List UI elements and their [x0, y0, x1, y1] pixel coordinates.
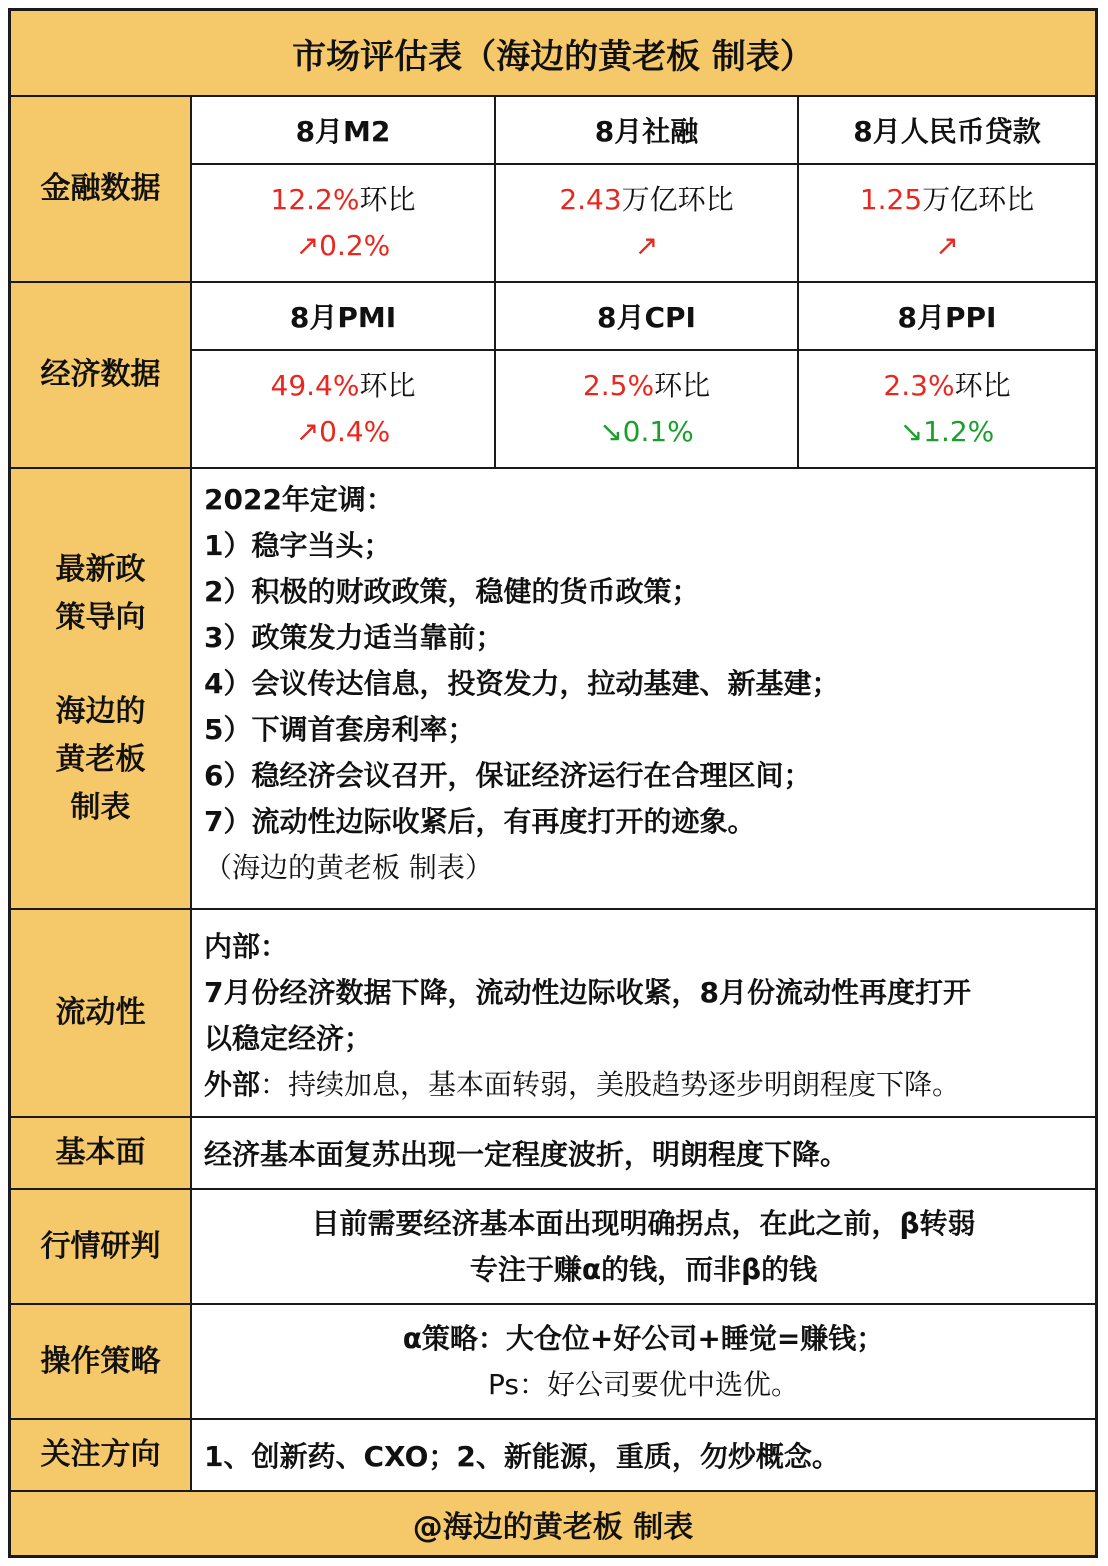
ppi-trend: ↘1.2% [899, 415, 995, 448]
pmi-value-cell: 49.4%环比 ↗0.4% [192, 351, 496, 467]
market-label: 行情研判 [11, 1190, 192, 1303]
policy-item: 3）政策发力适当靠前； [204, 621, 504, 654]
ppi-header: 8月PPI [799, 283, 1095, 351]
external-line: 外部：持续加息，基本面转弱，美股趋势逐步明朗程度下降。 [204, 1068, 961, 1101]
rmb-loan-trend: ↗ [935, 229, 959, 262]
table-title: 市场评估表（海边的黄老板 制表） [11, 11, 1095, 97]
market-assessment-table [8, 8, 1098, 1558]
rmb-loan-header: 8月人民币贷款 [799, 97, 1095, 165]
pmi-value: 49.4% [270, 369, 360, 402]
policy-note: （海边的黄老板 制表） [204, 851, 493, 884]
market-line-1: 目前需要经济基本面出现明确拐点，在此之前，β转弱 [311, 1206, 976, 1240]
finance-label: 金融数据 [11, 97, 192, 281]
fundamentals-label: 基本面 [11, 1118, 192, 1188]
policy-item: 4）会议传达信息，投资发力，拉动基建、新基建； [204, 667, 840, 700]
policy-heading: 2022年定调： [204, 483, 394, 516]
m2-value: 12.2% [270, 183, 360, 216]
policy-row [11, 469, 1095, 910]
cpi-trend: ↘0.1% [599, 415, 694, 448]
focus-label: 关注方向 [11, 1420, 192, 1490]
strategy-row [11, 1305, 1095, 1420]
economy-label: 经济数据 [11, 283, 192, 467]
pmi-header: 8月PMI [192, 283, 496, 351]
social-financing-value-cell: 2.43万亿环比 ↗ [496, 165, 799, 281]
policy-item: 6）稳经济会议召开，保证经济运行在合理区间； [204, 759, 812, 792]
policy-label: 最新政 策导向 海边的 黄老板 制表 [11, 469, 192, 908]
pmi-trend: ↗0.4% [295, 415, 391, 448]
strategy-line-1: α策略：大仓位+好公司+睡觉=赚钱； [402, 1321, 885, 1355]
liquidity-label: 流动性 [11, 910, 192, 1116]
m2-value-cell: 12.2%环比 ↗0.2% [192, 165, 496, 281]
focus-text: 1、创新药、CXO；2、新能源，重质，勿炒概念。 [204, 1440, 840, 1473]
ppi-value-cell: 2.3%环比 ↘1.2% [799, 351, 1095, 467]
economy-row [11, 283, 1095, 469]
policy-item: 2）积极的财政政策，稳健的货币政策； [204, 575, 700, 608]
policy-item: 7）流动性边际收紧后，有再度打开的迹象。 [204, 805, 756, 838]
rmb-loan-value-cell: 1.25万亿环比 ↗ [799, 165, 1095, 281]
market-line-2: 专注于赚α的钱，而非β的钱 [469, 1252, 818, 1286]
internal-text-cont: 以稳定经济； [204, 1022, 373, 1055]
m2-header: 8月M2 [192, 97, 496, 165]
m2-trend: ↗0.2% [295, 229, 391, 262]
social-financing-trend: ↗ [634, 229, 659, 262]
market-row [11, 1190, 1095, 1305]
strategy-line-2: Ps：好公司要优中选优。 [488, 1367, 799, 1401]
rmb-loan-value: 1.25 [859, 183, 923, 216]
policy-item: 5）下调首套房利率； [204, 713, 476, 746]
social-financing-value: 2.43 [559, 183, 622, 216]
fundamentals-text: 经济基本面复苏出现一定程度波折，明朗程度下降。 [204, 1138, 849, 1171]
fundamentals-row [11, 1118, 1095, 1190]
cpi-value-cell: 2.5%环比 ↘0.1% [496, 351, 799, 467]
strategy-label: 操作策略 [11, 1305, 192, 1418]
footer: @海边的黄老板 制表 [11, 1492, 1095, 1555]
liquidity-row [11, 910, 1095, 1118]
internal-heading: 内部： [204, 930, 289, 963]
finance-row [11, 97, 1095, 283]
ppi-value: 2.3% [883, 369, 955, 402]
social-financing-header: 8月社融 [496, 97, 799, 165]
policy-item: 1）稳字当头； [204, 529, 392, 562]
internal-text: 7月份经济数据下降，流动性边际收紧，8月份流动性再度打开 [204, 976, 971, 1009]
focus-row [11, 1420, 1095, 1492]
cpi-value: 2.5% [582, 369, 655, 402]
cpi-header: 8月CPI [496, 283, 799, 351]
